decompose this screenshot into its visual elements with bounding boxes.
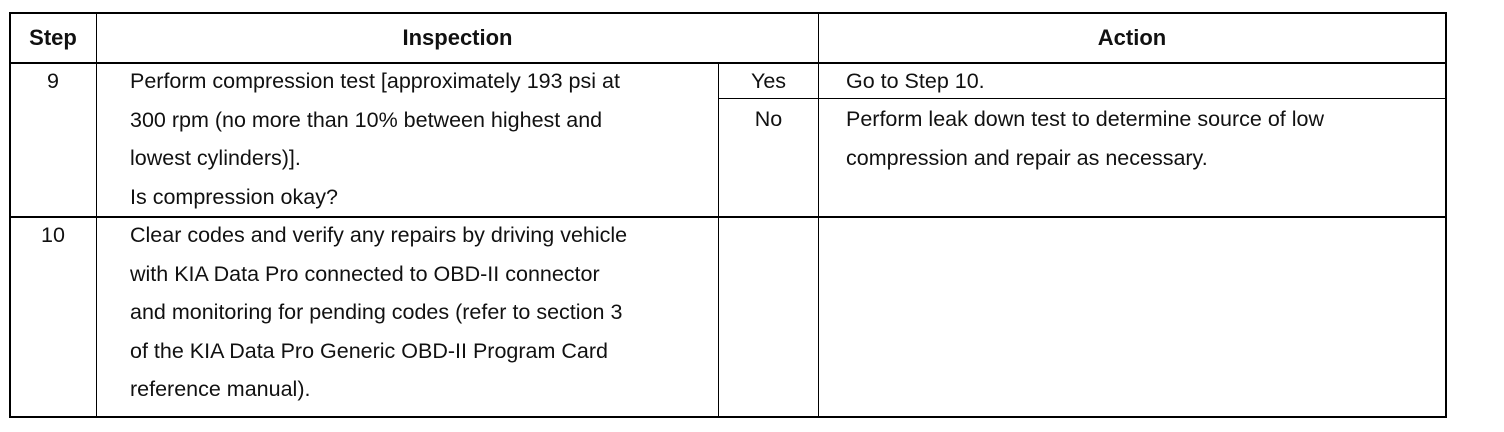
action-line: Perform leak down test to determine source of low — [846, 107, 1324, 131]
answer-no: No — [754, 107, 783, 131]
inspection-line: reference manual). — [130, 377, 311, 401]
step-number: 9 — [47, 69, 59, 93]
yes-no-divider — [718, 98, 1445, 99]
inspection-line: of the KIA Data Pro Generic OBD-II Program Card — [130, 338, 608, 363]
header-action: Action — [1097, 25, 1167, 50]
answer-yes: Yes — [750, 69, 787, 93]
header-inspection: Inspection — [402, 25, 513, 50]
inspection-line: and monitoring for pending codes (refer to section 3 — [130, 300, 623, 324]
table-border-bottom — [9, 416, 1447, 418]
inspection-line: lowest cylinders)]. — [130, 146, 301, 170]
inspection-cell — [130, 62, 620, 216]
inspection-cell — [130, 216, 627, 409]
inspection-line: 300 rpm (no more than 10% between highest and — [130, 107, 603, 132]
inspection-line: Is compression okay? — [130, 184, 338, 209]
action-no — [846, 100, 1324, 177]
inspection-line: Clear codes and verify any repairs by driving vehicle — [130, 223, 628, 247]
inspection-line: with KIA Data Pro connected to OBD-II connector — [130, 261, 600, 286]
action-yes: Go to Step 10. — [846, 69, 985, 93]
header-step: Step — [29, 25, 77, 50]
action-line: compression and repair as necessary. — [846, 145, 1208, 170]
col-divider-action — [818, 12, 819, 418]
step-number: 10 — [41, 223, 65, 247]
table-border-right — [1445, 12, 1447, 418]
inspection-line: Perform compression test [approximately 193 psi at — [130, 69, 620, 93]
col-divider-step — [96, 12, 97, 418]
